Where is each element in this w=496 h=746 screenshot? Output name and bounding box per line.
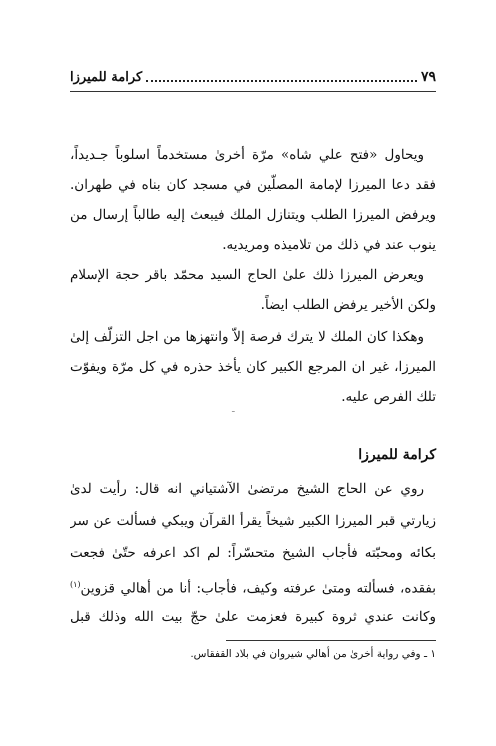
print-mark: ـ [232,405,235,415]
footnote: ١ ـ وفي رواية أخرىٰ من أهالي شيروان في بلاد القفقاس. [190,648,436,660]
text-line: ولكن الأخير يرفض الطلب ايضاً. [260,297,436,313]
text-line: روي عن الحاج الشيخ مرتضىٰ الآشتياني انه قال: رأيت لدىٰ [70,481,424,497]
text-line: وهكذا كان الملك لا يترك فرصة إلاّ وانتهزها من اجل التزلّف إلىٰ [70,329,424,345]
main-text [70,140,436,400]
text-line: وكانت عندي ثروة كبيرة فعزمت علىٰ حجّ بيت الله وذلك قبل [70,609,436,625]
text-line: الميرزا، غير ان المرجع الكبير كان يأخذ حذره في كل مرّة ويفوّت [70,359,436,375]
running-title: كرامة للميرزا [70,69,143,85]
page-number: ٧٩ [420,69,436,85]
main-text-end [70,382,436,412]
header-rule [70,91,436,92]
page-header [70,66,436,88]
text-line: فقد دعا الميرزا لإمامة المصلّين في مسجد كان بناه في طهران. [70,177,436,193]
text-line: بفقده، فسألته ومتىٰ عرفته وكيف، فأجاب: أنا من أهالي قزوين [80,580,436,597]
text-line-with-footnote [70,570,436,600]
section-heading: كرامة للميرزا [358,447,436,463]
footnote-rule [226,640,436,641]
story-text [70,474,436,634]
text-line: ويرفض الميرزا الطلب ويتنازل الملك فيبعث إليه طالباً إرسال من [70,207,436,223]
header-leader-dots [146,80,417,82]
footnote-marker: (١) [70,580,81,589]
text-line: ويعرض الميرزا ذلك علىٰ الحاج السيد محمّد باقر حجة الإسلام [70,267,424,283]
text-line: تلك الفرص عليه. [341,389,436,405]
text-line: بكائه ومحبّته فأجاب الشيخ متحسّراً: لم اكد اعرفه حتّىٰ فجعت [70,545,436,561]
text-line: زيارتي قبر الميرزا الكبير شيخاً يقرأ القرآن ويبكي فسألت عن سر [70,513,436,529]
text-line: ويحاول «فتح علي شاه» مرّة أخرىٰ مستخدماً اسلوباً جـديداً، [70,147,424,163]
text-line: ينوب عند في ذلك من تلاميذه ومريديه. [222,237,436,253]
